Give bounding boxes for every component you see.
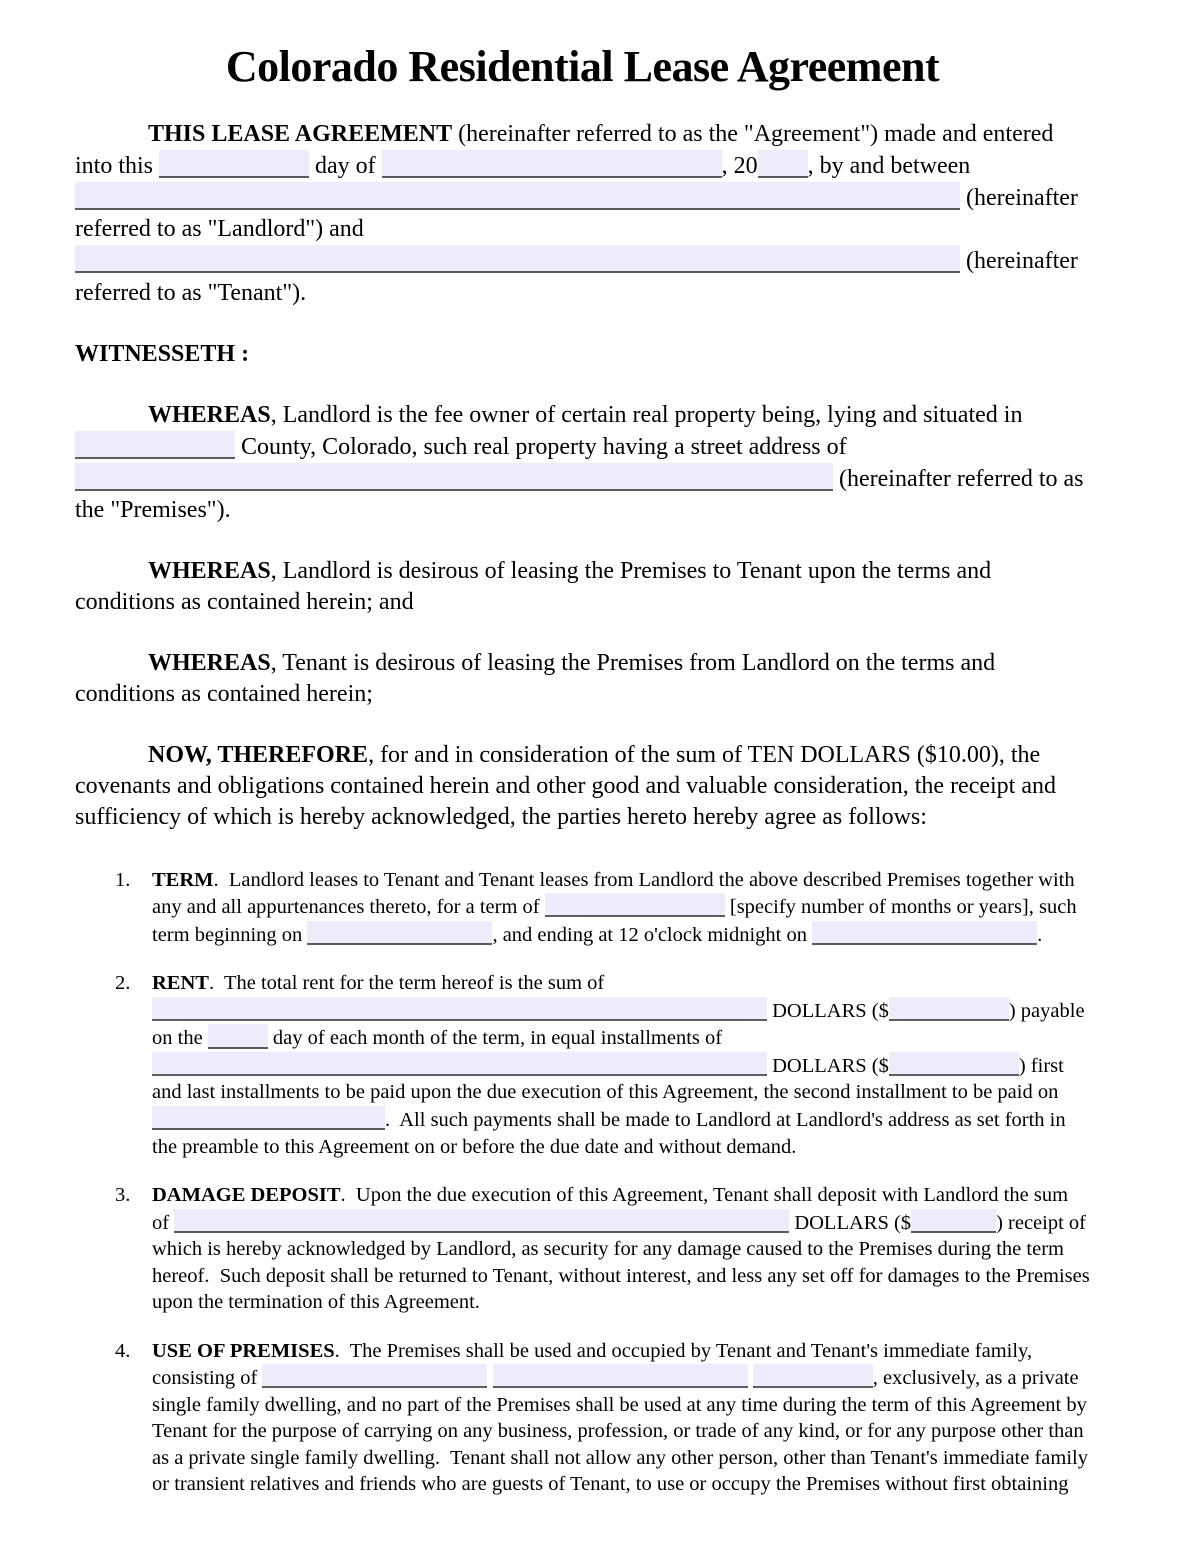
document-title: Colorado Residential Lease Agreement <box>225 42 940 91</box>
bold-text-run: USE OF PREMISES <box>152 1339 335 1362</box>
field-landlord-name[interactable] <box>75 182 960 210</box>
text-run: , and ending at 12 o'clock midnight on <box>492 923 813 946</box>
bold-text-run: NOW, THEREFORE <box>148 741 369 768</box>
text-run: (hereinafter referred to as the "Premises"). <box>75 465 1090 523</box>
field-rent-due-day[interactable] <box>208 1024 268 1048</box>
text-run: (hereinafter referred to as "Tenant"). <box>75 248 1084 306</box>
bold-text-run: WHEREAS <box>148 649 271 676</box>
clause-number: 4. <box>115 1339 131 1362</box>
clause-body <box>152 867 1090 949</box>
field-deposit-amount[interactable] <box>911 1209 996 1233</box>
clause-body <box>152 970 1090 1160</box>
text-run: . The Premises shall be used and occupied by Tenant and Tenant's immediate family, consisting of <box>152 1339 1038 1390</box>
text-run: (hereinafter referred to as the "Agreement") made and entered into this <box>75 121 1060 180</box>
paragraph-now-therefore <box>75 740 1090 833</box>
text-run: . Upon the due execution of this Agreement, Tenant shall deposit with Landlord the sum of <box>152 1184 1074 1234</box>
paragraph-whereas-landlord <box>75 556 1090 618</box>
text-run: , for and in consideration of the sum of TEN DOLLARS ($10.00), the covenants and obligations contained herein and other good and valuable consideration, the receipt and sufficiency of which is hereby acknowledged, the parties hereto hereby agree as follows: <box>75 741 1062 830</box>
text-run: , 20 <box>721 153 758 180</box>
bold-text-run: WHEREAS <box>148 401 271 428</box>
text-run: . The total rent for the term hereof is the sum of <box>208 972 610 995</box>
text-run: (hereinafter referred to as "Landlord") and <box>75 185 1084 243</box>
text-run: , by and between <box>807 153 977 180</box>
text-run: DOLLARS ($ <box>767 999 889 1022</box>
paragraph-opening <box>75 119 1090 308</box>
clause-term <box>75 867 1090 949</box>
text-run: day of <box>309 153 382 180</box>
field-month[interactable] <box>382 150 722 178</box>
text-run: DOLLARS ($ <box>789 1211 912 1234</box>
text-run: County, Colorado, such real property having a street address of <box>235 433 853 460</box>
clause-number: 1. <box>115 868 131 891</box>
field-street-address[interactable] <box>75 463 833 491</box>
text-run: ) receipt of which is hereby acknowledged by Landlord, as security for any damage caused to the Premises during the term hereof. Such deposit shall be returned to Tenant, without interest, and less any set off for damages to the Premises upon the termination of this Agreement. <box>152 1211 1095 1314</box>
paragraph-witnesseth <box>75 339 1090 370</box>
bold-text-run: WITNESSETH : <box>75 340 250 367</box>
bold-text-run: THIS LEASE AGREEMENT <box>148 121 453 148</box>
paragraph-whereas-tenant <box>75 648 1090 710</box>
field-term-end-date[interactable] <box>812 921 1037 945</box>
text-run: day of each month of the term, in equal installments of <box>267 1027 728 1050</box>
clause-body <box>152 1182 1095 1316</box>
clauses-section <box>75 867 1095 1498</box>
clause-number: 3. <box>115 1184 131 1206</box>
bold-text-run: WHEREAS <box>148 557 271 584</box>
field-installment-amount[interactable] <box>889 1052 1019 1076</box>
text-run: . All such payments shall be made to Landlord at Landlord's address as set forth in the preamble to this Agreement on or before the due date and without demand. <box>152 1109 1071 1158</box>
clause-rent <box>75 970 1090 1160</box>
field-installment-words[interactable] <box>152 1052 767 1076</box>
clause-damage-deposit <box>75 1182 1095 1316</box>
text-run: , Landlord is the fee owner of certain real property being, lying and situated in <box>270 401 1029 428</box>
text-run: [specify number of months or years], such term beginning on <box>152 896 1082 946</box>
text-run: , exclusively, as a private single family dwelling, and no part of the Premises shall be used at any time during the term of this Agreement by Tenant for the purpose of carrying on any business, profession, or trade of any kind, or for any purpose other than as a private single family dwelling. Tenant shall not allow any other person, other than Tenant's immediate family or transient relatives and friends who are guests of Tenant, to use or occupy the Premises without first obtaining <box>152 1367 1094 1496</box>
text-run: ) payable on the <box>152 999 1090 1050</box>
preamble-section <box>75 119 1090 833</box>
field-second-installment-date[interactable] <box>152 1106 385 1130</box>
field-total-rent-amount[interactable] <box>889 997 1009 1021</box>
field-occupants-2[interactable] <box>493 1364 748 1388</box>
text-run: . Landlord leases to Tenant and Tenant leases from Landlord the above described Premises together with any and all appurtenances thereto, for a term of <box>152 868 1080 919</box>
field-day[interactable] <box>159 150 309 178</box>
field-term-length[interactable] <box>545 893 725 917</box>
text-run: ) first and last installments to be paid upon the due execution of this Agreement, the second installment to be paid on <box>152 1054 1069 1104</box>
paragraph-whereas-property <box>75 400 1090 526</box>
field-year[interactable] <box>758 150 808 178</box>
field-term-start-date[interactable] <box>307 921 492 945</box>
field-occupants-1[interactable] <box>262 1364 487 1388</box>
bold-text-run: RENT <box>152 972 209 995</box>
field-tenant-name[interactable] <box>75 245 960 273</box>
field-occupants-3[interactable] <box>753 1364 873 1388</box>
field-total-rent-words[interactable] <box>152 997 767 1021</box>
text-run: , Landlord is desirous of leasing the Premises to Tenant upon the terms and conditions as contained herein; and <box>75 557 998 615</box>
field-deposit-words[interactable] <box>174 1209 789 1233</box>
text-run: , Tenant is desirous of leasing the Premises from Landlord on the terms and conditions as contained herein; <box>75 649 1002 707</box>
bold-text-run: DAMAGE DEPOSIT <box>152 1184 341 1206</box>
clause-number: 2. <box>115 972 131 995</box>
bold-text-run: TERM <box>152 868 214 891</box>
text-run: DOLLARS ($ <box>767 1054 889 1077</box>
field-county[interactable] <box>75 431 235 459</box>
text-run: . <box>1037 923 1043 946</box>
